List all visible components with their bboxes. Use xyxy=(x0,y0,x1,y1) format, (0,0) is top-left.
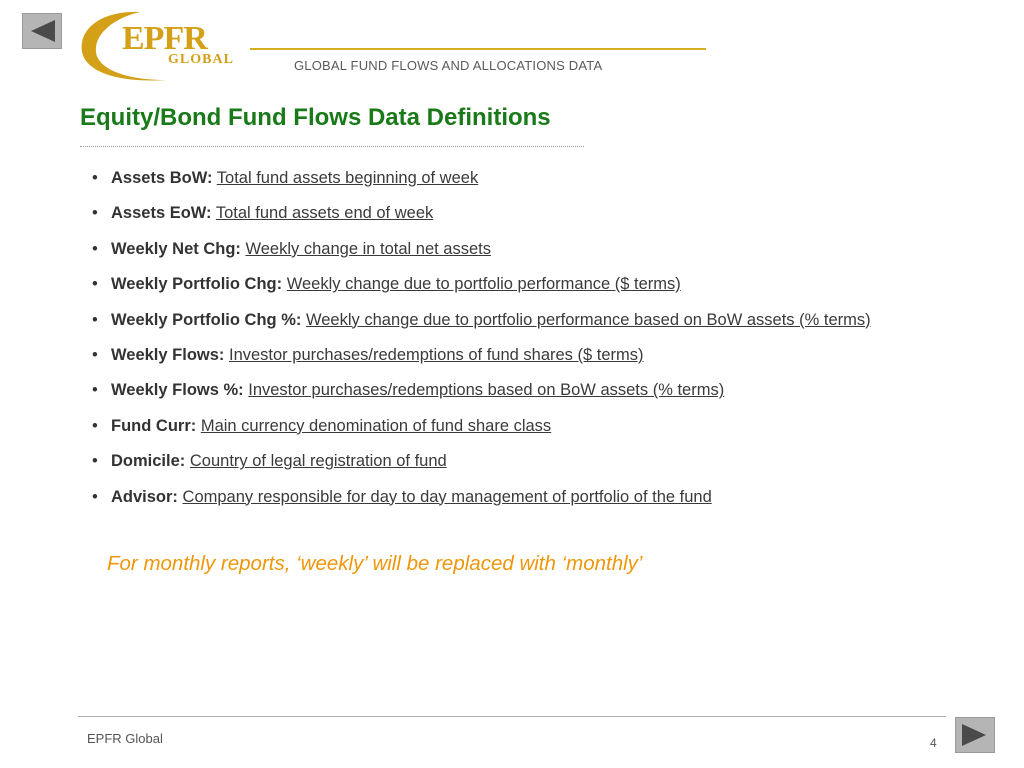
definition-item xyxy=(92,449,871,484)
definition-description: Weekly change in total net assets xyxy=(245,239,491,258)
definition-item xyxy=(92,237,871,272)
definition-item xyxy=(92,272,871,307)
bullet: • xyxy=(92,345,98,364)
definition-description: Main currency denomination of fund share class xyxy=(200,416,552,435)
bullet: • xyxy=(92,487,98,506)
header-tagline: GLOBAL FUND FLOWS AND ALLOCATIONS DATA xyxy=(294,58,603,73)
definition-item xyxy=(92,378,871,413)
definition-term: Assets BoW: xyxy=(111,169,213,187)
definition-description: Weekly change due to portfolio performance ($ terms) xyxy=(286,275,681,294)
definition-item xyxy=(92,201,871,236)
next-slide-button[interactable] xyxy=(955,717,995,753)
definition-term: Fund Curr: xyxy=(111,416,197,435)
definition-item xyxy=(92,485,871,520)
arrow-right-icon xyxy=(956,718,994,752)
page-number: 4 xyxy=(930,736,937,750)
footer-divider xyxy=(78,716,946,717)
previous-slide-button[interactable] xyxy=(22,13,62,49)
definition-item xyxy=(92,166,871,201)
definition-term: Advisor: xyxy=(111,487,178,506)
bullet: • xyxy=(92,275,98,294)
bullet: • xyxy=(92,452,98,471)
bullet: • xyxy=(92,169,98,187)
definition-description: Investor purchases/redemptions of fund shares ($ terms) xyxy=(228,345,644,364)
bullet: • xyxy=(92,310,98,329)
definition-term: Weekly Net Chg: xyxy=(111,239,241,258)
footer-company-name: EPFR Global xyxy=(87,731,163,746)
definition-description: Country of legal registration of fund xyxy=(189,452,447,471)
definition-term: Weekly Portfolio Chg: xyxy=(111,275,283,294)
title-divider xyxy=(80,146,584,147)
bullet: • xyxy=(92,239,98,258)
definition-item xyxy=(92,343,871,378)
definition-term: Weekly Portfolio Chg %: xyxy=(111,310,302,329)
bullet: • xyxy=(92,204,98,223)
slide-title: Equity/Bond Fund Flows Data Definitions xyxy=(80,104,551,131)
definition-item xyxy=(92,414,871,449)
monthly-reports-note: For monthly reports, ‘weekly’ will be replaced with ‘monthly’ xyxy=(107,552,643,575)
definition-description: Investor purchases/redemptions based on BoW assets (% terms) xyxy=(248,381,725,400)
definition-term: Weekly Flows %: xyxy=(111,381,244,400)
definition-item xyxy=(92,308,871,343)
definitions-list xyxy=(92,166,871,520)
bullet: • xyxy=(92,381,98,400)
definition-description: Weekly change due to portfolio performance based on BoW assets (% terms) xyxy=(305,310,871,329)
definition-description: Company responsible for day to day management of portfolio of the fund xyxy=(182,487,712,506)
bullet: • xyxy=(92,416,98,435)
definition-description: Total fund assets end of week xyxy=(215,204,434,223)
definition-term: Domicile: xyxy=(111,452,186,471)
definition-term: Weekly Flows: xyxy=(111,345,229,364)
definition-term: Assets EoW: xyxy=(111,204,212,223)
header-rule xyxy=(250,48,706,50)
logo-text: EPFR xyxy=(122,20,207,57)
definition-description: Total fund assets beginning of week xyxy=(216,169,479,187)
logo-subtext: GLOBAL xyxy=(168,52,234,67)
arrow-left-icon xyxy=(23,14,61,48)
